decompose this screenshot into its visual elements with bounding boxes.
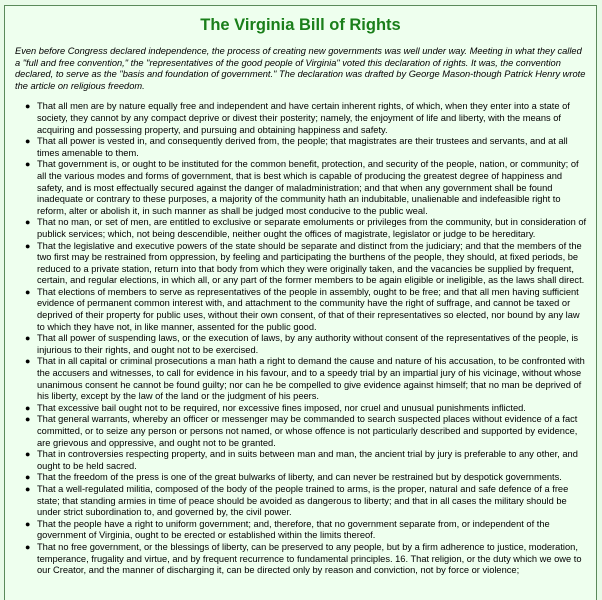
right-item <box>25 217 588 240</box>
right-item <box>25 286 588 333</box>
right-item <box>25 333 588 356</box>
right-text: That in controversies respecting property, and in suits between man and man, the ancient trial by jury is preferable to any other, and ought to be held sacred. <box>37 449 578 471</box>
right-text: That government is, or ought to be instituted for the common benefit, protection, and security of the people, nation, or community; of all the various modes and forms of government, that is best which is capable of producing the greatest degree of happiness and safety, and is most effectually secured against the danger of maladministration; and that when any government shall be found inadequate or contrary to these purposes, a majority of the community hath an indubitable, unalienable and indefeasible right to reform, alter or abolish it, in such manner as shall be judged most conducive to the public weal. <box>37 159 579 216</box>
right-text: That all power of suspending laws, or the execution of laws, by any authority without consent of the representatives of the people, is injurious to their rights, and ought not to be exercised. <box>37 333 579 355</box>
right-item <box>25 356 588 402</box>
right-item <box>25 136 588 159</box>
bullet-icon: ● <box>25 356 31 367</box>
bullet-icon: ● <box>25 217 31 228</box>
right-text: That the legislative and executive powers of the state should be separate and distinct from the judiciary; and that the members of the two first may be restrained from oppression, by feeling and participating the burthens of the people, they should, at fixed periods, be reduced to a private station, return into that body from which they were originally taken, and the vacancies be supplied by frequent, certain, and regular elections, in which all, or any part of the former members to be again eligible or ineligible, as the laws shall direct. <box>37 240 585 286</box>
right-text: That no free government, or the blessings of liberty, can be preserved to any people, but by a firm adherence to justice, moderation, temperance, frugality and virtue, and by frequent recurrence to fundamental principles. 16. That religion, or the duty which we owe to our Creator, and the manner of discharging it, can be directed only by reason and conviction, not by force or violence; <box>37 541 582 576</box>
right-text: That no man, or set of men, are entitled to exclusive or separate emoluments or privileges from the community, but in consideration of publick services; which, not being descendible, neither ought the offices of magistrate, legislator or judge to be hereditary. <box>37 217 587 239</box>
right-text: That excessive bail ought not to be required, nor excessive fines imposed, nor cruel and unusual punishments inflicted. <box>37 402 526 413</box>
right-text: That the freedom of the press is one of the great bulwarks of liberty, and can never be restrained but by despotick governments. <box>37 472 562 483</box>
bullet-icon: ● <box>25 159 31 170</box>
right-item <box>25 518 588 542</box>
document-page <box>4 5 597 600</box>
bullet-icon: ● <box>25 541 31 552</box>
right-item <box>25 483 588 519</box>
bullet-icon: ● <box>25 136 31 147</box>
bullet-icon: ● <box>25 449 31 460</box>
bullet-icon: ● <box>25 518 31 529</box>
right-text: That in all capital or criminal prosecutions a man hath a right to demand the cause and nature of his accusation, to be confronted with the accusers and witnesses, to call for evidence in his favour, and to a speedy trial by an impartial jury of his vicinage, without whose unanimous consent he cannot be found guilty; nor can he be compelled to give evidence against himself; that no man be deprived of his liberty, except by the law of the land or the judgment of his peers. <box>37 356 585 402</box>
right-item <box>25 541 588 577</box>
intro-paragraph: Even before Congress declared independence, the process of creating new governments was well under way. Meeting in what they called a "full and free convention," the "representatives of the good people of Virginia" voted this declaration of rights. It was, the convention declared, to serve as the "basis and foundation of government." The declaration was drafted by George Mason-though Patrick Henry wrote the article on religious freedom. <box>15 46 586 91</box>
page-title: The Virginia Bill of Rights <box>200 16 401 34</box>
bullet-icon: ● <box>25 414 31 425</box>
bullet-icon: ● <box>25 240 31 251</box>
right-item <box>25 402 588 415</box>
right-item <box>25 472 588 484</box>
right-item <box>25 240 588 287</box>
rights-list <box>5 101 588 576</box>
right-text: That the people have a right to uniform government; and, therefore, that no government separate from, or independent of the government of Virginia, ought to be erected or established within the limits thereof. <box>37 518 550 541</box>
bullet-icon: ● <box>25 286 31 297</box>
bullet-icon: ● <box>25 483 31 494</box>
bullet-icon: ● <box>25 402 31 413</box>
right-text: That all power is vested in, and consequently derived from, the people; that magistrates are their trustees and servants, and at all times amenable to them. <box>37 136 568 158</box>
right-item <box>25 159 588 217</box>
bullet-icon: ● <box>25 101 31 112</box>
bullet-icon: ● <box>25 472 31 483</box>
right-item <box>25 101 588 136</box>
bullet-icon: ● <box>25 333 31 344</box>
right-text: That general warrants, whereby an officer or messenger may be commanded to search suspected places without evidence of a fact committed, or to seize any person or persons not named, or whose offence is not particularly described and supported by evidence, are grievous and oppressive, and ought not to be granted. <box>37 414 578 448</box>
right-item <box>25 449 588 472</box>
right-item <box>25 414 588 449</box>
right-text: That a well-regulated militia, composed of the body of the people trained to arms, is the proper, natural and safe defence of a free state; that standing armies in time of peace should be avoided as dangerous to liberty; and that in all cases the military should be under strict subordination to, and governed by, the civil power. <box>37 483 569 518</box>
right-text: That elections of members to serve as representatives of the people in assembly, ought to be free; and that all men having sufficient evidence of permanent common interest with, and attachment to the community have the right of suffrage, and cannot be taxed or deprived of their property for public uses, without their own consent, of that of their representatives so elected, nor bound by any law to which they have not, in like manner, assented for the public good. <box>37 286 580 332</box>
right-text: That all men are by nature equally free and independent and have certain inherent rights, of which, when they enter into a state of society, they cannot by any compact deprive or divest their posterity; namely, the enjoyment of life and liberty, with the means of acquiring and possessing property, and pursuing and obtaining happiness and safety. <box>37 101 570 135</box>
